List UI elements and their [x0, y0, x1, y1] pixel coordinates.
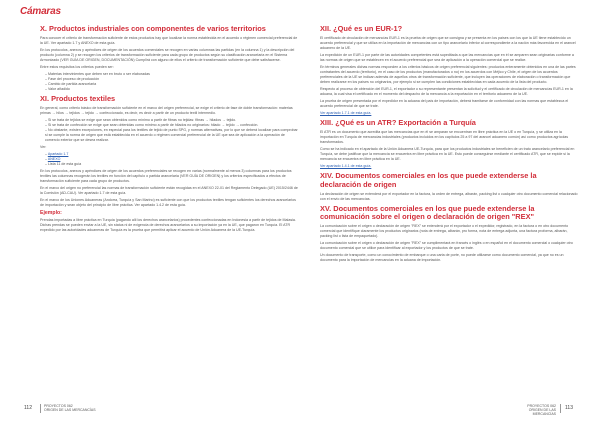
section-xii-paragraph-3: En términos generales dichas normas responden a los criterios básicos de origen preferencial siguientes: productos enteramente obtenidos en una de las partes contratantes del acuerdo (territorio), en el caso de los productos (manufacturados o no) en los acuerdos con Méjico y Chile, el origen de los acuerdos preferenciales de la UE se indican además de aquellos otros de transformación suficiente, que incluyen las operaciones de elaboración o transformación que deben realizarse en los países no originarios, por ejemplo si se cumplen las condiciones establecidas en cada acuerdo de la lista del producto. — [320, 65, 576, 85]
right-footer-text — [512, 404, 556, 416]
camaras-logo: Cámaras — [20, 6, 61, 17]
left-footer-divider — [40, 404, 41, 413]
left-page-number: 112 — [24, 405, 32, 411]
section-xi-list — [40, 118, 298, 143]
right-column — [320, 22, 578, 265]
section-xv-paragraph-1: La comunicación sobre el origen o declaración de origen "REX" se extenderá por el exportador o el expedidor, registrado, en la factura o en otro documento comercial que identifique claramente los productos originarios (nota de entrega, albarán, pro forma, nota de entrega adjunta, una factura proforma, albarán, packing list o lista de empaquetado). — [320, 224, 569, 239]
section-xv-paragraph-2: La comunicación sobre el origen o declaración de origen "REX" se cumplimentará en francés o inglés o en español en el documento comercial o cualquier otro documento comercial que se utilice para identificar al exportador y los productos de que se trate. — [320, 241, 573, 251]
list-item: – Fase del proceso de producción — [45, 77, 298, 82]
section-xi-paragraph-4: En el marco de los Uniones Aduaneras (Andorra, Turquía y San Marino) es suficiente con que los productos textiles tengan suficientes los derechos arancelarios de importación y sean objeto del principio de libre práctica. Ver apartado 1.4.2 de esta guía. — [40, 198, 296, 208]
section-xi-paragraph-2: En los protocolos, anexos y apéndices de origen de los acuerdos preferenciales se recogen en varias (normalmente al menos 3) columnas para los productos textiles las columnas recogerán los textiles en función del capítulo o partida arancelaria (VER GUÍA DE ORIGEN) y los criterios especificados a efectos de transformación suficiente para cada grupo de productos. — [40, 169, 292, 184]
list-item: – Valor añadido — [45, 87, 298, 92]
section-xv-paragraph-3: Un documento de transporte, como un conocimiento de embarque o una carta de porte, no puede utilizarse como documento comercial, ya que no es un documento para la importación de mercancías en la aduana de importación. — [320, 253, 564, 263]
left-footer-line-1: PROYECTOS 062 — [44, 404, 73, 408]
section-xv-heading: XV. Documentos comerciales en los que puede extenderse la comunicación sobre el origen o declaración de origen "REX" — [320, 203, 535, 222]
section-x-heading: X. Productos industriales con componentes de varios territorios — [40, 24, 266, 33]
right-page-number: 113 — [565, 405, 573, 411]
list-item: – No obstante, existen excepciones, en especial para los textiles de tejido de punto SPG, y normas alternativas, por lo que se deberá localizar para comprobar si se cumple la norma de origen que está establecida en el acuerdo o régimen comercial preferencial de la UE que sea de aplicación a la operación de comercio exterior que se desea realizar. — [45, 128, 298, 143]
section-x-paragraph-1: Para conocer el criterio de transformación suficiente de estos productos hay que localizar la norma establecida en el acuerdo o régimen comercial preferencial de la UE. Ver apartado 1.7 y ANEXO de esta guía. — [40, 36, 298, 46]
section-xii-ver-link[interactable]: Ver apartado 1.7.1 de esta guía. — [320, 111, 372, 116]
section-xi-heading: XI. Productos textiles — [40, 94, 116, 104]
left-footer-line-2: ORIGEN DE LAS MERCANCÍAS — [44, 408, 96, 412]
section-xi-paragraph-3: En el marco del origen no preferencial las normas de transformación suficiente están recogidas en el ANEXO 22-01 del Reglamento Delegado (UE) 2015/2446 de la Comisión (AD-CAU). Ver apartado 1.7 de esta guía. — [40, 186, 298, 196]
link-lista: Lista 11 de esta guía — [48, 162, 82, 167]
section-xiii-heading: XIII. ¿Qué es un ATR? Exportación a Turquía — [320, 118, 476, 128]
section-xiii-paragraph-1: El ATR es un documento que acredita que las mercancías que en él se amparan se encuentran en libre práctica en la UE o en Turquía, y se utiliza en la importación en Turquía de mercancías industriales (productos incluidos en los capítulos 25 a 97 del arancel aduanero común) así como productos agrícolas transformados. — [320, 130, 569, 145]
section-xiii-paragraph-2: Como se ha indicado en el apartado de la Unión Aduanera UE-Turquía, para que los productos industriales se beneficien de un trato arancelario preferencial en Turquía, se debe justificar que la mercancía se encuentra en libre práctica en la UE. Esto puede conseguirse mediante el certificado ATR, que se expide si la mercancía se encuentra en libre práctica en la UE. — [320, 147, 575, 162]
section-x-list — [40, 72, 298, 92]
section-xiv-paragraph: La declaración de origen se extenderá por el exportador en la factura, la orden de entrega, albarán, packing list o cualquier otro documento comercial relacionado con el envío de las mercancías. — [320, 191, 578, 201]
section-xii-paragraph-5: La prueba de origen presentada por el expedidor en la aduana del país de importación, deberá tramitarse de conformidad con las normas que establezca el acuerdo preferencial de que se trate. — [320, 99, 569, 109]
section-xi-links — [40, 152, 298, 167]
section-xii-paragraph-2: La expedición de un EUR-1 por parte de las autoridades competentes está supeditada a que las mercancías que en él se amparen sean originarias conforme a las normas de origen que se establecen en el acuerdo preferencial que sea de aplicación a la operación comercial que se realice. — [320, 53, 574, 63]
list-item: – Si se trata de confección se exige que sean obtenidas como mínimo a partir de hilados no originarios: hilado → tejido → confección. — [45, 123, 298, 128]
section-xi-paragraph-1: En general, como criterio básico de transformación suficiente en el marco del origen preferencial, se exige el criterio de fase de doble transformación: materias primas → hilos → tejidos → tejido → confeccionado, es decir, es decir a partir de un producto textil intermedio. — [40, 106, 293, 116]
right-footer-line-1: PROYECTOS 062 — [527, 404, 556, 408]
right-footer-divider — [560, 404, 561, 413]
right-footer-line-2: ORIGEN DE LAS MERCANCÍAS — [528, 408, 556, 416]
list-item: – Si se trata de tejidos se exige que sean obtenidos como mínimo a partir de fibras no tejidas: fibras → hilados → tejido. — [45, 118, 298, 123]
section-xii-heading: XII. ¿Qué es un EUR-1? — [320, 24, 403, 33]
section-xii-paragraph-4: Respecto al proceso de obtención del EUR-1, el exportador o su representante presentan la solicitud y el certificado de circulación de mercancías EUR-1 en la aduana, la cual visa el certificado en el momento del despacho de la mercancía a la exportación en el territorio aduanero de la UE. — [320, 87, 573, 97]
page-footer — [0, 400, 600, 416]
left-column — [40, 22, 298, 235]
example-heading: Ejemplo: — [40, 210, 62, 217]
section-xiii-ver-link[interactable]: Ver apartado 1.4.1 de esta guía. — [320, 164, 372, 169]
section-xii-paragraph-1: El certificado de circulación de mercancías EUR-1 es la prueba de origen que se consigna y se presenta en los países con los que la UE tiene establecido un acuerdo preferencial y que se utiliza en la importación de mercancías con un tipo arancelario inferior al correspondiente a la nación más favorecida en el arancel aduanero de la UE. — [320, 36, 576, 51]
left-footer-text — [44, 404, 96, 412]
section-x-paragraph-3: Entre estos requisitos los criterios pueden ser: — [40, 65, 114, 70]
list-item: – Cambio de partida arancelaria — [45, 82, 298, 87]
section-xi-ver-label: Ver: — [40, 145, 47, 150]
list-item: – Materias intervinientes que deben ser en bruto o ser elaboradas — [45, 72, 298, 77]
section-x-paragraph-2: En los protocolos, anexos y apéndices de origen de los acuerdos comerciales se recogen en varias columnas las partidas (en la columna 1) y la descripción del producto (columna 2) y se recogen los criterios de transformación suficiente para cada grupo de productos según su clasificación arancelaria en el Sistema Armonizado (VER GUÍA DE ORIGEN, DOCUMENTACIÓN) Cumplirá con alguno de ellos el criterio de transformación suficiente que debe satisfacerse. — [40, 48, 295, 63]
link-anexo[interactable]: ANEXO — [47, 157, 61, 162]
link-apartado[interactable]: Apartado 1.7 — [47, 152, 69, 157]
section-xiv-heading: XIV. Documentos comerciales en los que puede extenderse la declaración de origen — [320, 171, 537, 189]
example-paragraph: Prendas importadas a libre práctica en Turquía (pagando allí los derechos arancelarios) procedentes confeccionadas en Indonesia a partir de tejidos de Malasia. Dichas prendas se pueden enviar a la UE, sin status ni de exigencia de derechos arancelarios a su importación ya en la UE, que pagaron en Turquía. El ATR expedido por las autoridades aduaneras de Turquía es la prueba que permitirá aplicar el acuerdo de Unión Aduanera de la UE-Turquía. — [40, 218, 296, 233]
